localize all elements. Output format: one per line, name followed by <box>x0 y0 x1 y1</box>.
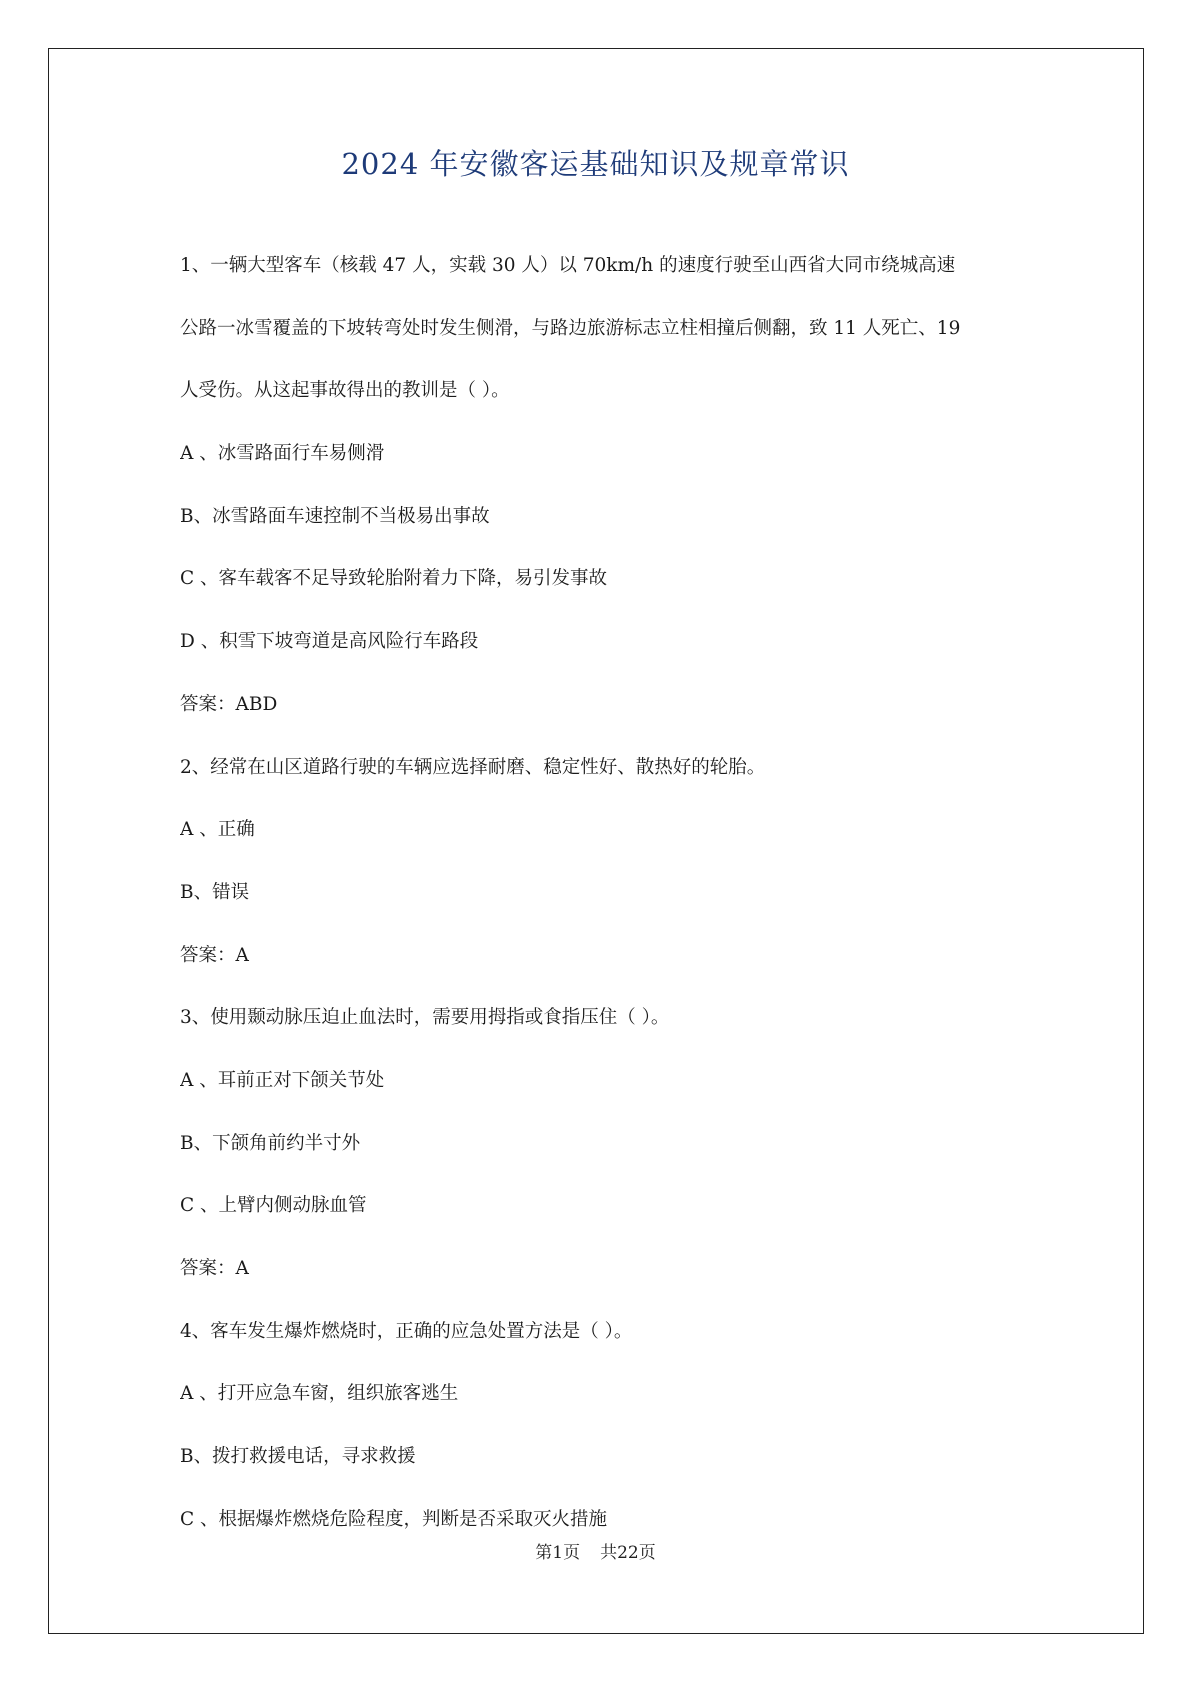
question-1-line-1: 1、一辆大型客车（核载 47 人，实载 30 人）以 70km/h 的速度行驶至山西省大同市绕城高速 <box>180 255 956 276</box>
question-4-option-c: C 、根据爆炸燃烧危险程度，判断是否采取灭火措施 <box>180 1508 608 1530</box>
question-3-answer: 答案：A <box>180 1258 249 1279</box>
document-title: 2024 年安徽客运基础知识及规章常识 <box>341 147 850 181</box>
question-2-text: 2、经常在山区道路行驶的车辆应选择耐磨、稳定性好、散热好的轮胎。 <box>180 756 766 778</box>
document-body <box>180 252 1010 1568</box>
question-1-option-c: C 、客车载客不足导致轮胎附着力下降，易引发事故 <box>180 568 608 590</box>
total-pages-label: 共22页 <box>600 1543 656 1563</box>
question-3-option-a: A 、耳前正对下颌关节处 <box>180 1069 385 1091</box>
question-3-text: 3、使用颞动脉压迫止血法时，需要用拇指或食指压住（ ）。 <box>180 1007 670 1029</box>
question-2-answer: 答案：A <box>180 944 249 966</box>
current-page-label: 第1页 <box>535 1543 581 1563</box>
question-2-option-b: B、错误 <box>180 881 250 903</box>
question-1-line-3: 人受伤。从这起事故得出的教训是（ ）。 <box>180 380 510 402</box>
question-1-option-d: D 、积雪下坡弯道是高风险行车路段 <box>180 631 479 653</box>
question-1-option-b: B、冰雪路面车速控制不当极易出事故 <box>180 505 490 527</box>
question-4-option-a: A 、打开应急车窗，组织旅客逃生 <box>180 1383 459 1405</box>
question-1-option-a: A 、冰雪路面行车易侧滑 <box>180 443 385 465</box>
question-1-answer: 答案：ABD <box>180 693 278 715</box>
question-3-option-c: C 、上臂内侧动脉血管 <box>180 1195 367 1217</box>
question-3-option-b: B、下颌角前约半寸外 <box>180 1132 361 1154</box>
question-1-line-2: 公路一冰雪覆盖的下坡转弯处时发生侧滑，与路边旅游标志立柱相撞后侧翻，致 11 人死亡、19 <box>180 317 961 339</box>
question-2-option-a: A 、正确 <box>180 819 255 841</box>
question-4-option-b: B、拨打救援电话，寻求救援 <box>180 1446 416 1468</box>
page-footer <box>0 1538 1191 1563</box>
question-4-text: 4、客车发生爆炸燃烧时，正确的应急处置方法是（ ）。 <box>180 1320 633 1342</box>
